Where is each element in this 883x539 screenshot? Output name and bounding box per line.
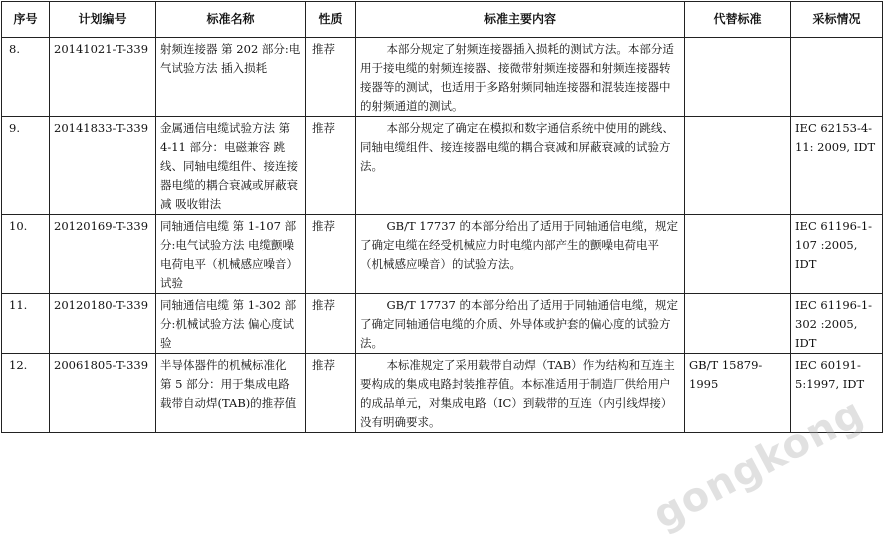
header-replaced-standard: 代替标准 (685, 2, 791, 38)
row-replaced-standard (685, 294, 791, 354)
row-replaced-standard (685, 215, 791, 294)
table-row (2, 215, 883, 294)
row-standard-name: 金属通信电缆试验方法 第 4-11 部分：电磁兼容 跳线、同轴电缆组件、接连接器电缆的耦合衰减或屏蔽衰减 吸收钳法 (156, 117, 306, 215)
table-row (2, 354, 883, 433)
row-seq: 12. (2, 354, 50, 433)
row-main-content: GB/T 17737 的本部分给出了适用于同轴通信电缆，规定了确定同轴通信电缆的介质、外导体或护套的偏心度的试验方法。 (356, 294, 685, 354)
row-main-content: 本部分规定了射频连接器插入损耗的测试方法。本部分适用于接电缆的射频连接器、接微带射频连接器和射频连接器转接器等的测试，也适用于多路射频同轴连接器和混装连接器中的射频通道的测试。 (356, 38, 685, 117)
header-standard-name: 标准名称 (156, 2, 306, 38)
row-adoption (791, 38, 883, 117)
row-seq: 9. (2, 117, 50, 215)
row-plan-number: 20061805-T-339 (50, 354, 156, 433)
row-adoption: IEC 62153-4-11: 2009, IDT (791, 117, 883, 215)
row-replaced-standard (685, 38, 791, 117)
header-plan-number: 计划编号 (50, 2, 156, 38)
row-nature: 推荐 (306, 117, 356, 215)
row-plan-number: 20141833-T-339 (50, 117, 156, 215)
row-nature: 推荐 (306, 38, 356, 117)
row-standard-name: 半导体器件的机械标准化 第 5 部分：用于集成电路载带自动焊(TAB)的推荐值 (156, 354, 306, 433)
watermark-logo: gongkong (645, 389, 871, 539)
row-nature: 推荐 (306, 294, 356, 354)
row-plan-number: 20120180-T-339 (50, 294, 156, 354)
table-row (2, 117, 883, 215)
row-adoption: IEC 61196-1-107 :2005, IDT (791, 215, 883, 294)
table-row (2, 294, 883, 354)
row-adoption: IEC 60191-5:1997, IDT (791, 354, 883, 433)
row-replaced-standard (685, 117, 791, 215)
row-nature: 推荐 (306, 354, 356, 433)
header-adoption: 采标情况 (791, 2, 883, 38)
row-standard-name: 射频连接器 第 202 部分:电气试验方法 插入损耗 (156, 38, 306, 117)
standards-table (1, 1, 883, 433)
row-seq: 11. (2, 294, 50, 354)
row-main-content: 本标准规定了采用载带自动焊（TAB）作为结构和互连主要构成的集成电路封装推荐值。本标准适用于制造厂供给用户的成品单元，对集成电路（IC）到载带的互连（内引线焊接）没有明确要求。 (356, 354, 685, 433)
row-nature: 推荐 (306, 215, 356, 294)
header-main-content: 标准主要内容 (356, 2, 685, 38)
header-row (2, 2, 883, 38)
row-main-content: 本部分规定了确定在模拟和数字通信系统中使用的跳线、同轴电缆组件、接连接器电缆的耦合衰减和屏蔽衰减的试验方法。 (356, 117, 685, 215)
row-replaced-standard: GB/T 15879-1995 (685, 354, 791, 433)
header-seq: 序号 (2, 2, 50, 38)
row-seq: 10. (2, 215, 50, 294)
row-seq: 8. (2, 38, 50, 117)
row-plan-number: 20120169-T-339 (50, 215, 156, 294)
row-main-content: GB/T 17737 的本部分给出了适用于同轴通信电缆，规定了确定电缆在经受机械应力时电缆内部产生的颤噪电荷电平（机械感应噪音）的试验方法。 (356, 215, 685, 294)
table-row (2, 38, 883, 117)
row-standard-name: 同轴通信电缆 第 1-107 部分:电气试验方法 电缆颤噪电荷电平（机械感应噪音）试验 (156, 215, 306, 294)
header-nature: 性质 (306, 2, 356, 38)
row-plan-number: 20141021-T-339 (50, 38, 156, 117)
row-standard-name: 同轴通信电缆 第 1-302 部分:机械试验方法 偏心度试验 (156, 294, 306, 354)
row-adoption: IEC 61196-1-302 :2005, IDT (791, 294, 883, 354)
